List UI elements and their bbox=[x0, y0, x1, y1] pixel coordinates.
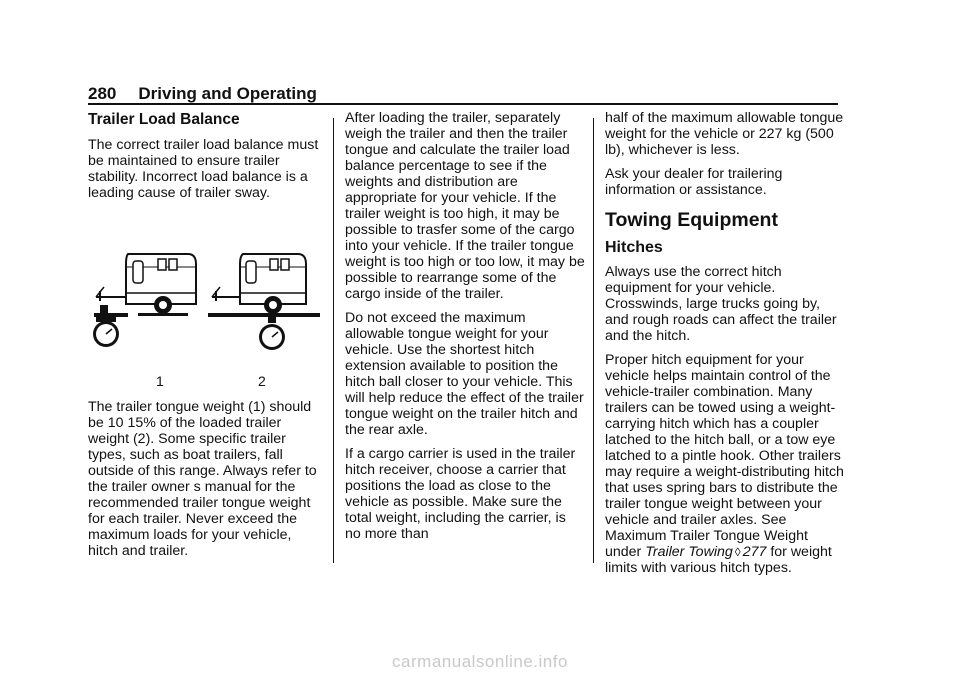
heading-towing-equipment: Towing Equipment bbox=[605, 209, 778, 231]
page-header bbox=[88, 84, 317, 104]
page-ref-arrow-icon: ◊ bbox=[734, 545, 741, 559]
column-divider bbox=[593, 118, 594, 563]
paragraph: Ask your dealer for trailering information or assistance. bbox=[605, 166, 783, 198]
column-1 bbox=[88, 110, 323, 567]
column-divider bbox=[333, 118, 334, 563]
page-reference[interactable]: 277 bbox=[742, 544, 767, 560]
column-2 bbox=[345, 110, 585, 550]
paragraph: If a cargo carrier is used in the trailer hitch receiver, choose a carrier that positions the load as close to the vehicle as possible. Make sure the total weight, including the carrier, is no more than bbox=[345, 446, 576, 542]
paragraph bbox=[605, 352, 845, 576]
paragraph: half of the maximum allowable tongue weight for the vehicle or 227 kg (500 lb), whichever is less. bbox=[605, 110, 844, 158]
paragraph: The correct trailer load balance must be maintained to ensure trailer stability. Incorrect load balance is a leading cause of trailer sway. bbox=[88, 137, 319, 201]
header-rule bbox=[88, 103, 838, 105]
trailer-load-figure bbox=[88, 209, 323, 399]
heading-trailer-load-balance: Trailer Load Balance bbox=[88, 111, 240, 128]
trailer-2-drawing bbox=[208, 254, 320, 350]
trailer-1-drawing bbox=[93, 254, 196, 347]
paragraph-text: Proper hitch equipment for your vehicle helps maintain control of the vehicle-trailer combination. Many trailers can be towed using a weight-carrying hitch which has a coupler latched to the hitch ball, or a tow eye latched to a pintle hook. Other trailers may require a weight-distributing hitch that uses spring bars to distribute the trailer tongue weight between your vehicle and trailer axles. See Maximum Trailer Tongue Weight under bbox=[605, 352, 844, 560]
section-title: Driving and Operating bbox=[138, 84, 317, 103]
watermark: carmanualsonline.info bbox=[392, 652, 568, 671]
figure-label-1: 1 bbox=[156, 373, 164, 389]
heading-hitches: Hitches bbox=[605, 239, 663, 256]
column-3 bbox=[605, 110, 845, 584]
paragraph: The trailer tongue weight (1) should be 10 15% of the loaded trailer weight (2). Some specific trailer types, such as boat trailers, fall outside of this range. Always refer to the trailer owner s manual for the recommended trailer tongue weight for each trailer. Never exceed the maximum loads for your vehicle, hitch and trailer. bbox=[88, 399, 317, 559]
page-number: 280 bbox=[88, 84, 117, 103]
cross-reference-link[interactable]: Trailer Towing bbox=[645, 544, 733, 560]
paragraph: Do not exceed the maximum allowable tongue weight for your vehicle. Use the shortest hitch extension available to position the hitch ball closer to your vehicle. This will help reduce the effect of the trailer tongue weight on the trailer hitch and the rear axle. bbox=[345, 310, 584, 438]
figure-label-2: 2 bbox=[258, 373, 266, 389]
paragraph: Always use the correct hitch equipment for your vehicle. Crosswinds, large trucks going by, and rough roads can affect the trailer and the hitch. bbox=[605, 264, 837, 344]
paragraph: After loading the trailer, separately weigh the trailer and then the trailer tongue and calculate the trailer load balance percentage to see if the weights and distribution are appropriate for your vehicle. If the trailer weight is too high, it may be possible to trasfer some of the cargo into your vehicle. If the trailer tongue weight is too high or too low, it may be possible to rearrange some of the cargo inside of the trailer. bbox=[345, 110, 585, 302]
trailer-scale-illustration bbox=[88, 209, 323, 399]
paragraph-text: for weight limits with various hitch types. bbox=[605, 544, 832, 576]
